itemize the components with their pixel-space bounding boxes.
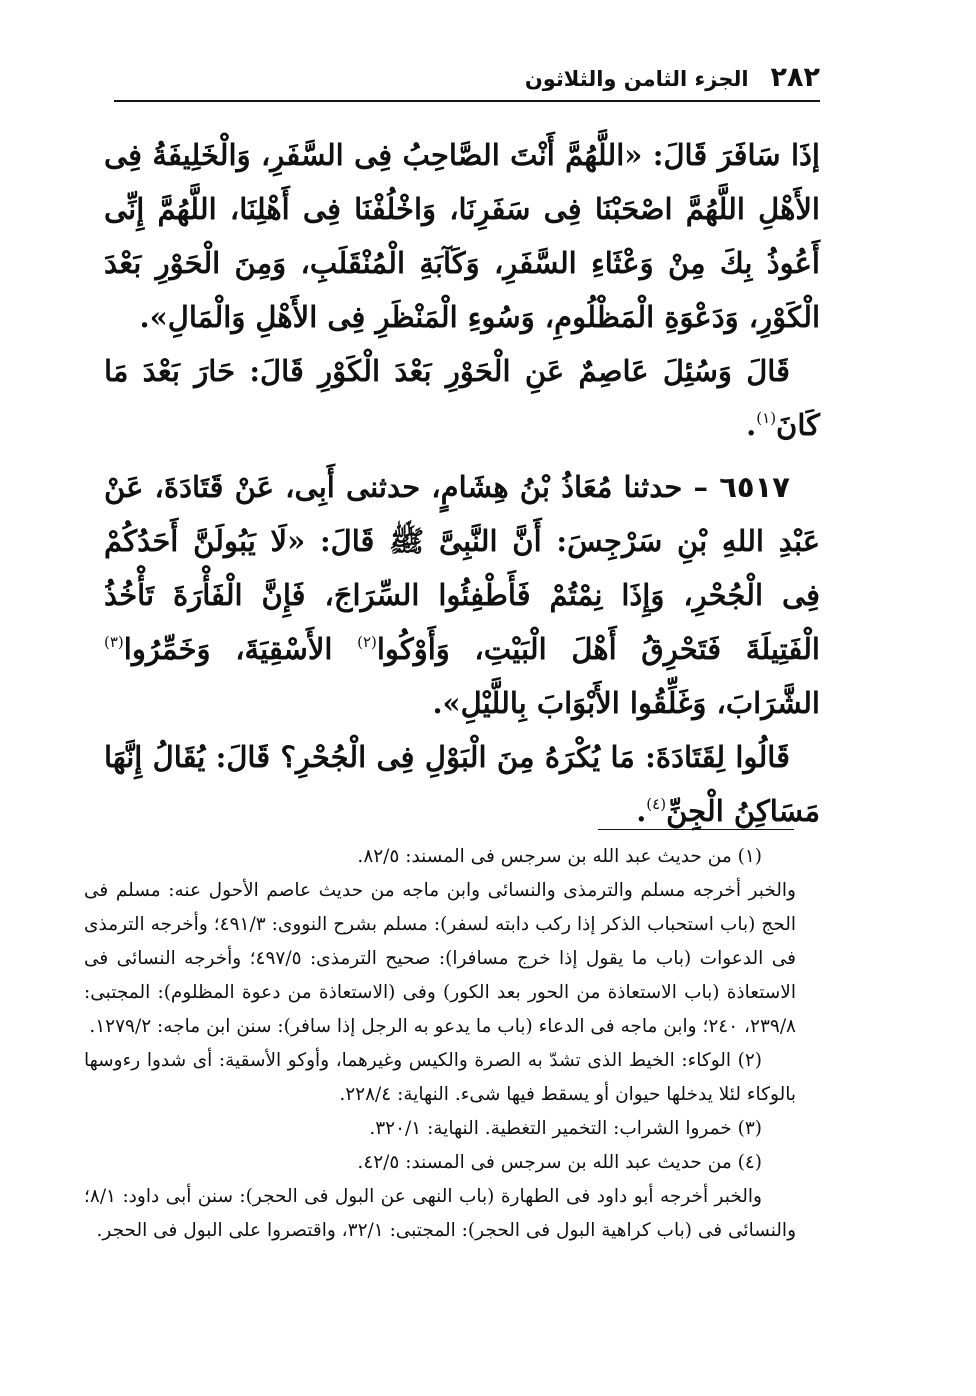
footnote-4-line1: (٤) من حديث عبد الله بن سرجس فى المسند: ٤٢/٥. xyxy=(357,1152,762,1173)
footnote-ref-4[interactable]: (٤) xyxy=(646,795,667,813)
paragraph-hadith-6517 xyxy=(104,460,820,730)
hadith-text-part-a: – حدثنا مُعَاذُ بْنُ هِشَامٍ، حدثنى أَبِى، عَنْ قَتَادَةَ، عَنْ عَبْدِ اللهِ بْنِ سَرْجِسَ: أَنَّ النَّبِىَّ ﷺ قَالَ: «لَا يَبُولَنَّ أَحَدُكُمْ فِى الْجُحْرِ، وَإِذَا نِمْتُمْ فَأَطْفِئُوا السِّرَاجَ، فَإِنَّ الْفَأْرَةَ تَأْخُذُ الْفَتِيلَةَ فَتَحْرِقُ أَهْلَ الْبَيْتِ، وَأَوْكُوا xyxy=(104,470,820,666)
header-rule xyxy=(114,100,820,102)
footnote-ref-2[interactable]: (٢) xyxy=(357,633,377,651)
page-number: ٢٨٢ xyxy=(770,62,820,93)
footnote-3: (٣) خمروا الشراب: التخمير التغطية. النهاية: ٣٢٠/١. xyxy=(369,1118,762,1139)
hadith-text-part-b: الأَسْقِيَةَ، وَخَمِّرُوا xyxy=(123,632,358,666)
asim-question-text: قَالَ وَسُئِلَ عَاصِمٌ عَنِ الْحَوْرِ بَعْدَ الْكَوْرِ قَالَ: حَارَ بَعْدَ مَا كَانَ xyxy=(104,354,820,442)
main-text xyxy=(104,128,820,838)
hadith-number: ٦٥١٧ xyxy=(719,470,790,504)
footnote-1-line1: (١) من حديث عبد الله بن سرجس فى المسند: ٨٢/٥. xyxy=(357,846,762,867)
hadith-text-part-c: الشَّرَابَ، وَغَلِّقُوا الأَبْوَابَ بِاللَّيْلِ». xyxy=(432,686,820,720)
footnote-ref-1[interactable]: (١) xyxy=(756,409,777,427)
qatada-question-end: . xyxy=(636,794,647,828)
footnote-ref-3[interactable]: (٣) xyxy=(104,633,124,651)
paragraph-travel-dua xyxy=(104,128,820,344)
page-header xyxy=(114,62,820,93)
footnote-2: (٢) الوكاء: الخيط الذى تشدّ به الصرة والكيس وغيرهما، وأوكو الأسقية: أى شدوا رءوسها بالوكاء لئلا يدخلها حيوان أو يسقط فيها شىء. النهاية: ٢٢٨/٤. xyxy=(84,1050,796,1105)
travel-dua-text: إذَا سَافَرَ قَالَ: «اللَّهُمَّ أَنْتَ الصَّاحِبُ فِى السَّفَرِ، وَالْخَلِيفَةُ فِى الأَهْلِ اللَّهُمَّ اصْحَبْنَا فِى سَفَرِنَا، وَاخْلُفْنَا فِى أَهْلِنَا، اللَّهُمَّ إِنِّى أَعُوذُ بِكَ مِنْ وَعْثَاءِ السَّفَرِ، وَكَآبَةِ الْمُنْقَلَبِ، وَمِنَ الْحَوْرِ بَعْدَ الْكَوْرِ، وَدَعْوَةِ الْمَظْلُومِ، وَسُوءِ الْمَنْظَرِ فِى الأَهْلِ وَالْمَالِ». xyxy=(104,138,820,334)
footnotes xyxy=(84,840,796,1248)
footnote-1-body: والخبر أخرجه مسلم والترمذى والنسائى وابن ماجه من حديث عاصم الأحول عنه: مسلم فى الحج (باب استحباب الذكر إذا ركب دابته لسفر): مسلم بشرح النووى: ٤٩١/٣؛ وأخرجه الترمذى فى الدعوات (باب ما يقول إذا خرج مسافرا): صحيح الترمذى: ٤٩٧/٥؛ وأخرجه النسائى فى الاستعاذة (باب الاستعاذة من الحور بعد الكور) وفى (الاستعاذة من دعوة المظلوم): المجتبى: ٢٣٩/٨، ٢٤٠؛ وابن ماجه فى الدعاء (باب ما يدعو به الرجل إذا سافر): سنن ابن ماجه: ١٢٧٩/٢. xyxy=(84,880,796,1037)
asim-question-end: . xyxy=(746,408,757,442)
footnote-separator xyxy=(598,829,794,830)
qatada-question-text: قَالُوا لِقَتَادَةَ: مَا يُكْرَهُ مِنَ الْبَوْلِ فِى الْجُحْرِ؟ قَالَ: يُقَالُ إِنَّهَا مَسَاكِنُ الْجِنِّ xyxy=(104,740,820,828)
paragraph-asim-question xyxy=(104,344,820,452)
part-title: الجزء الثامن والثلاثون xyxy=(524,67,749,91)
footnote-4-body: والخبر أخرجه أبو داود فى الطهارة (باب النهى عن البول فى الحجر): سنن أبى داود: ٨/١؛ والنسائى فى (باب كراهية البول فى الحجر): المجتبى: ٣٢/١، واقتصروا على البول فى الحجر. xyxy=(84,1186,796,1241)
paragraph-qatada-question xyxy=(104,730,820,838)
